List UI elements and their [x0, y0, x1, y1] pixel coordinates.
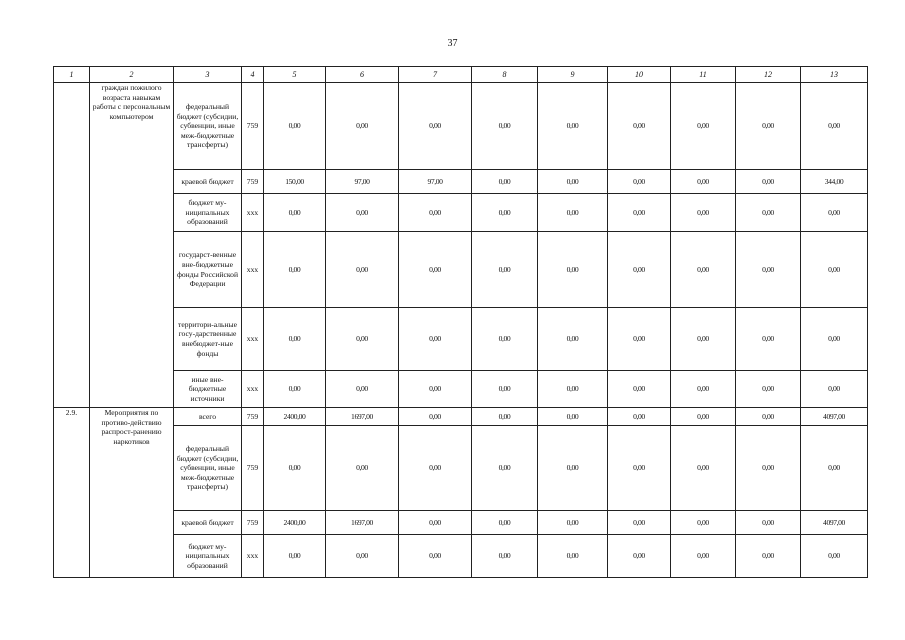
value-cell: 0,00 — [538, 194, 608, 232]
value-cell: 0,00 — [736, 511, 801, 535]
value-cell: 0,00 — [472, 408, 538, 426]
value-cell: 0,00 — [736, 83, 801, 170]
column-header-row — [54, 67, 868, 83]
row-id-cell — [54, 83, 90, 408]
funding-source-cell: краевой бюджет — [174, 170, 242, 194]
value-cell: 0,00 — [264, 426, 326, 511]
value-cell: 0,00 — [326, 426, 399, 511]
activity-name-cell: Мероприятия по противо-действию распрост-ранению наркотиков — [90, 408, 174, 578]
funding-source-cell: всего — [174, 408, 242, 426]
value-cell: 0,00 — [671, 308, 736, 371]
value-cell: 0,00 — [472, 83, 538, 170]
value-cell: 0,00 — [472, 511, 538, 535]
value-cell: 0,00 — [801, 535, 868, 578]
table-row — [54, 83, 868, 170]
funding-source-cell: иные вне-бюджетные источники — [174, 371, 242, 408]
value-cell: 0,00 — [326, 232, 399, 308]
activity-name-cell: граждан пожилого возраста навыкам работы с персональным компьютером — [90, 83, 174, 408]
code-cell: 759 — [242, 170, 264, 194]
value-cell: 0,00 — [671, 511, 736, 535]
code-cell: ххх — [242, 371, 264, 408]
value-cell: 0,00 — [671, 83, 736, 170]
table-row — [54, 194, 868, 232]
value-cell: 0,00 — [736, 426, 801, 511]
value-cell: 0,00 — [399, 426, 472, 511]
column-header: 7 — [399, 67, 472, 83]
value-cell: 0,00 — [538, 83, 608, 170]
value-cell: 0,00 — [326, 535, 399, 578]
table-row — [54, 170, 868, 194]
value-cell: 0,00 — [538, 308, 608, 371]
value-cell: 0,00 — [608, 371, 671, 408]
value-cell: 0,00 — [801, 371, 868, 408]
value-cell: 0,00 — [736, 308, 801, 371]
value-cell: 0,00 — [399, 535, 472, 578]
code-cell: 759 — [242, 426, 264, 511]
value-cell: 0,00 — [671, 170, 736, 194]
column-header: 11 — [671, 67, 736, 83]
value-cell: 4097,00 — [801, 511, 868, 535]
value-cell: 0,00 — [801, 426, 868, 511]
value-cell: 0,00 — [801, 83, 868, 170]
code-cell: 759 — [242, 408, 264, 426]
column-header: 9 — [538, 67, 608, 83]
value-cell: 0,00 — [399, 194, 472, 232]
value-cell: 0,00 — [801, 308, 868, 371]
value-cell: 0,00 — [399, 408, 472, 426]
funding-source-cell: краевой бюджет — [174, 511, 242, 535]
value-cell: 1697,00 — [326, 511, 399, 535]
value-cell: 0,00 — [399, 232, 472, 308]
value-cell: 0,00 — [671, 535, 736, 578]
value-cell: 0,00 — [326, 83, 399, 170]
value-cell: 0,00 — [264, 371, 326, 408]
value-cell: 0,00 — [538, 535, 608, 578]
value-cell: 0,00 — [736, 170, 801, 194]
value-cell: 0,00 — [472, 426, 538, 511]
value-cell: 0,00 — [472, 371, 538, 408]
column-header: 10 — [608, 67, 671, 83]
value-cell: 0,00 — [671, 232, 736, 308]
column-header: 2 — [90, 67, 174, 83]
value-cell: 0,00 — [538, 511, 608, 535]
value-cell: 0,00 — [538, 232, 608, 308]
value-cell: 0,00 — [264, 535, 326, 578]
value-cell: 0,00 — [538, 408, 608, 426]
value-cell: 0,00 — [671, 426, 736, 511]
table-row — [54, 535, 868, 578]
column-header: 8 — [472, 67, 538, 83]
funding-source-cell: бюджет му-ниципальных образований — [174, 535, 242, 578]
funding-source-cell: федеральный бюджет (субсидии, субвенции, иные меж-бюджетные трансферты) — [174, 426, 242, 511]
value-cell: 0,00 — [671, 408, 736, 426]
value-cell: 0,00 — [736, 408, 801, 426]
code-cell: ххх — [242, 232, 264, 308]
value-cell: 0,00 — [608, 511, 671, 535]
value-cell: 97,00 — [326, 170, 399, 194]
value-cell: 0,00 — [608, 83, 671, 170]
column-header: 12 — [736, 67, 801, 83]
column-header: 6 — [326, 67, 399, 83]
value-cell: 2400,00 — [264, 511, 326, 535]
value-cell: 0,00 — [326, 308, 399, 371]
value-cell: 0,00 — [608, 408, 671, 426]
value-cell: 0,00 — [264, 83, 326, 170]
value-cell: 4097,00 — [801, 408, 868, 426]
value-cell: 150,00 — [264, 170, 326, 194]
table-row — [54, 232, 868, 308]
value-cell: 0,00 — [608, 170, 671, 194]
value-cell: 0,00 — [736, 194, 801, 232]
value-cell: 0,00 — [326, 194, 399, 232]
value-cell: 0,00 — [801, 232, 868, 308]
value-cell: 0,00 — [538, 371, 608, 408]
code-cell: 759 — [242, 83, 264, 170]
value-cell: 0,00 — [399, 511, 472, 535]
value-cell: 0,00 — [671, 371, 736, 408]
value-cell: 1697,00 — [326, 408, 399, 426]
funding-source-cell: бюджет му-ниципальных образований — [174, 194, 242, 232]
page-number: 37 — [447, 38, 458, 49]
table-row — [54, 511, 868, 535]
value-cell: 0,00 — [671, 194, 736, 232]
value-cell: 0,00 — [264, 232, 326, 308]
column-header: 1 — [54, 67, 90, 83]
table-row — [54, 408, 868, 426]
table-row — [54, 371, 868, 408]
table-row — [54, 426, 868, 511]
value-cell: 0,00 — [608, 308, 671, 371]
value-cell: 0,00 — [472, 535, 538, 578]
column-header: 3 — [174, 67, 242, 83]
value-cell: 0,00 — [608, 232, 671, 308]
value-cell: 0,00 — [736, 535, 801, 578]
value-cell: 0,00 — [399, 83, 472, 170]
value-cell: 0,00 — [538, 426, 608, 511]
value-cell: 0,00 — [608, 535, 671, 578]
value-cell: 0,00 — [472, 170, 538, 194]
row-id-cell: 2.9. — [54, 408, 90, 578]
column-header: 5 — [264, 67, 326, 83]
value-cell: 0,00 — [399, 371, 472, 408]
budget-table — [53, 66, 868, 578]
column-header: 13 — [801, 67, 868, 83]
value-cell: 0,00 — [736, 232, 801, 308]
value-cell: 0,00 — [472, 194, 538, 232]
value-cell: 0,00 — [736, 371, 801, 408]
value-cell: 0,00 — [264, 194, 326, 232]
value-cell: 0,00 — [326, 371, 399, 408]
funding-source-cell: государст-венные вне-бюджетные фонды Российской Федерации — [174, 232, 242, 308]
value-cell: 0,00 — [472, 232, 538, 308]
funding-source-cell: территори-альные госу-дарственные внебюджет-ные фонды — [174, 308, 242, 371]
code-cell: 759 — [242, 511, 264, 535]
code-cell: ххх — [242, 535, 264, 578]
value-cell: 97,00 — [399, 170, 472, 194]
value-cell: 0,00 — [538, 170, 608, 194]
code-cell: ххх — [242, 308, 264, 371]
value-cell: 2400,00 — [264, 408, 326, 426]
value-cell: 0,00 — [608, 426, 671, 511]
value-cell: 0,00 — [472, 308, 538, 371]
value-cell: 0,00 — [264, 308, 326, 371]
value-cell: 0,00 — [801, 194, 868, 232]
code-cell: ххх — [242, 194, 264, 232]
column-header: 4 — [242, 67, 264, 83]
value-cell: 0,00 — [608, 194, 671, 232]
value-cell: 344,00 — [801, 170, 868, 194]
value-cell: 0,00 — [399, 308, 472, 371]
table-row — [54, 308, 868, 371]
funding-source-cell: федеральный бюджет (субсидии, субвенции, иные меж-бюджетные трансферты) — [174, 83, 242, 170]
